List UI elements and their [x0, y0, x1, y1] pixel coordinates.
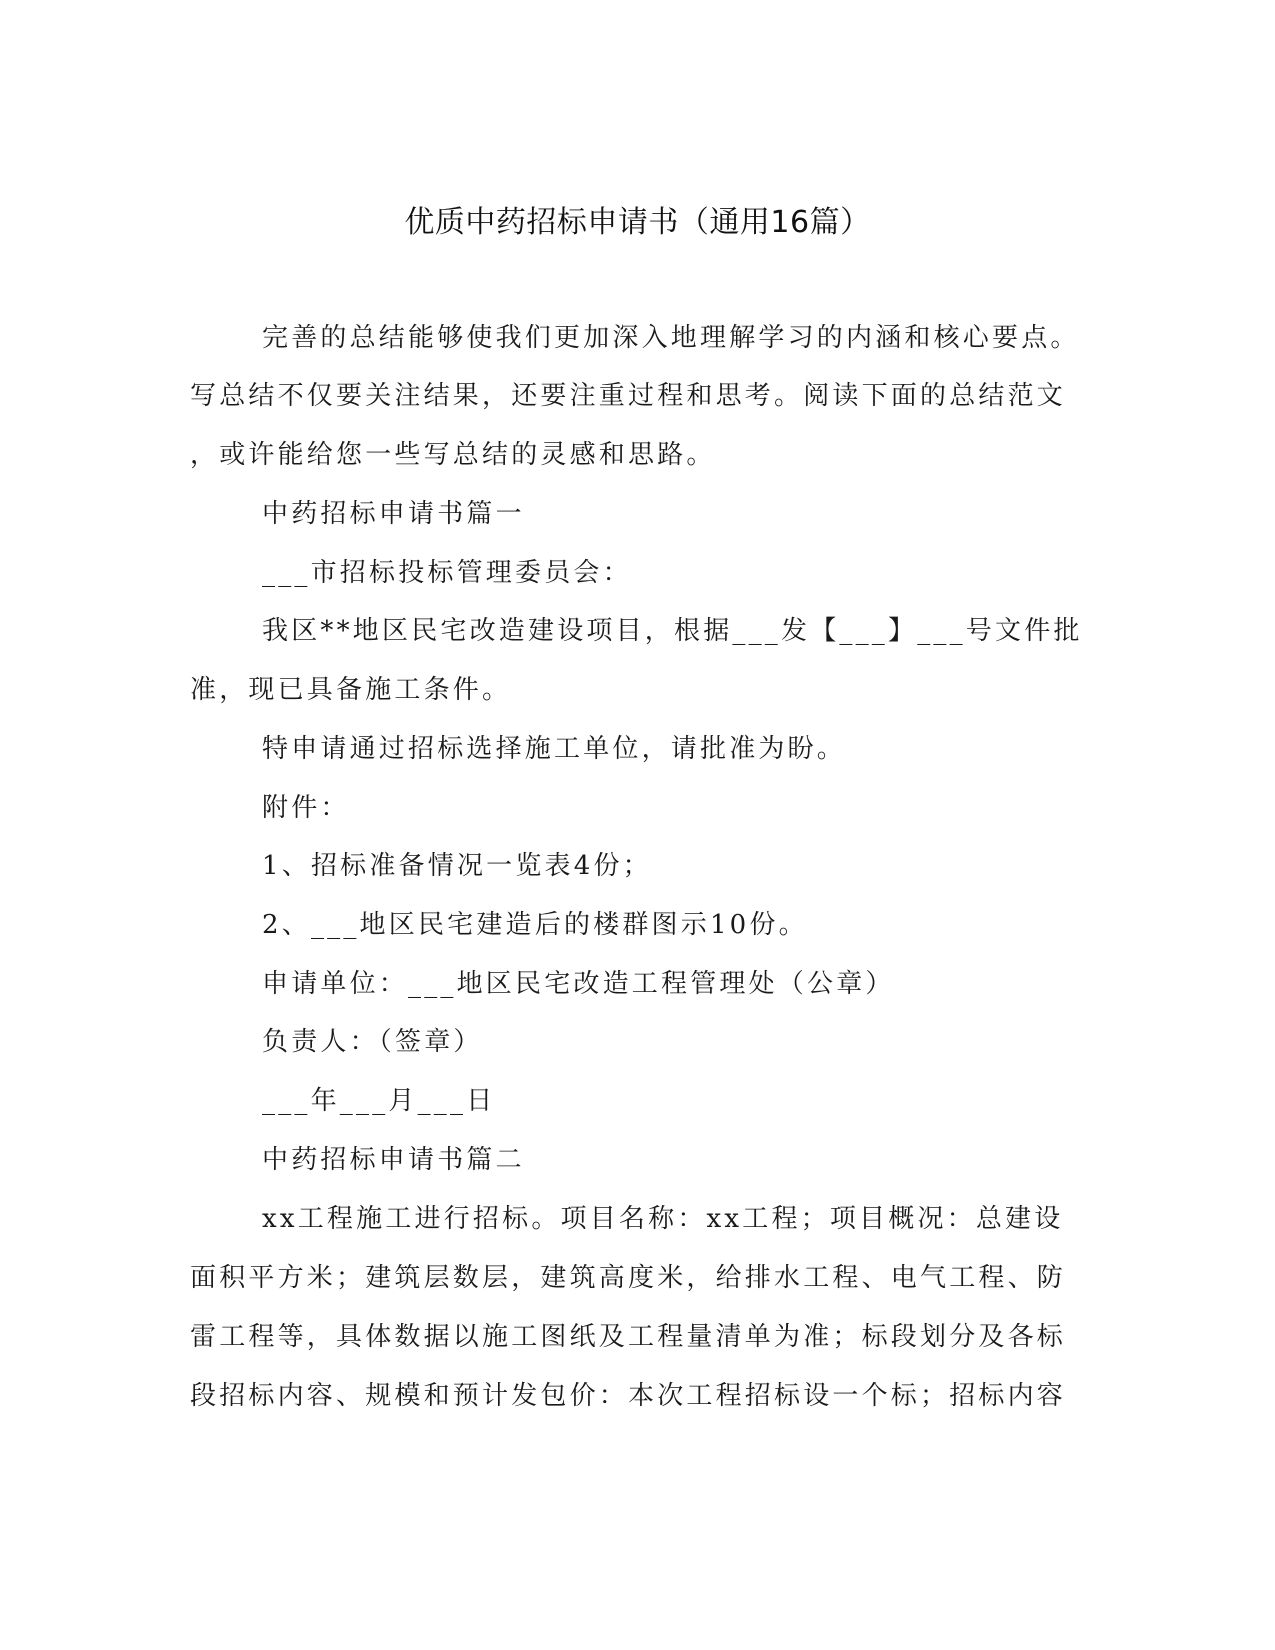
body-line-1: 我区**地区民宅改造建设项目，根据___发【___】___号文件批	[262, 616, 1083, 646]
document-title: 优质中药招标申请书（通用16篇）	[404, 205, 871, 240]
applicant-line: 申请单位：___地区民宅改造工程管理处（公章）	[262, 969, 895, 999]
body-line-3: 特申请通过招标选择施工单位，请批准为盼。	[262, 734, 847, 764]
intro-line-3: ，或许能给您一些写总结的灵感和思路。	[190, 440, 716, 470]
attachment-label: 附件：	[262, 793, 350, 823]
section2-line-3: 雷工程等，具体数据以施工图纸及工程量清单为准；标段划分及各标	[190, 1322, 1067, 1352]
intro-line-1: 完善的总结能够使我们更加深入地理解学习的内涵和核心要点。	[262, 323, 1080, 353]
addressee-line: ___市招标投标管理委员会：	[262, 558, 632, 588]
section2-line-4: 段招标内容、规模和预计发包价：本次工程招标设一个标；招标内容	[190, 1381, 1067, 1411]
responsible-person-line: 负责人：（签章）	[262, 1027, 483, 1057]
attachment-item-1: 1、招标准备情况一览表4份；	[262, 851, 652, 881]
attachment-item-2: 2、___地区民宅建造后的楼群图示10份。	[262, 910, 808, 940]
intro-line-2: 写总结不仅要关注结果，还要注重过程和思考。阅读下面的总结范文	[190, 381, 1067, 411]
body-line-2: 准，现已具备施工条件。	[190, 675, 512, 705]
section2-line-1: xx工程施工进行招标。项目名称：xx工程；项目概况：总建设	[262, 1204, 1064, 1234]
date-line: ___年___月___日	[262, 1086, 496, 1116]
section2-line-2: 面积平方米；建筑层数层，建筑高度米，给排水工程、电气工程、防	[190, 1263, 1067, 1293]
section-heading-1: 中药招标申请书篇一	[262, 499, 525, 529]
section-heading-2: 中药招标申请书篇二	[262, 1145, 525, 1175]
